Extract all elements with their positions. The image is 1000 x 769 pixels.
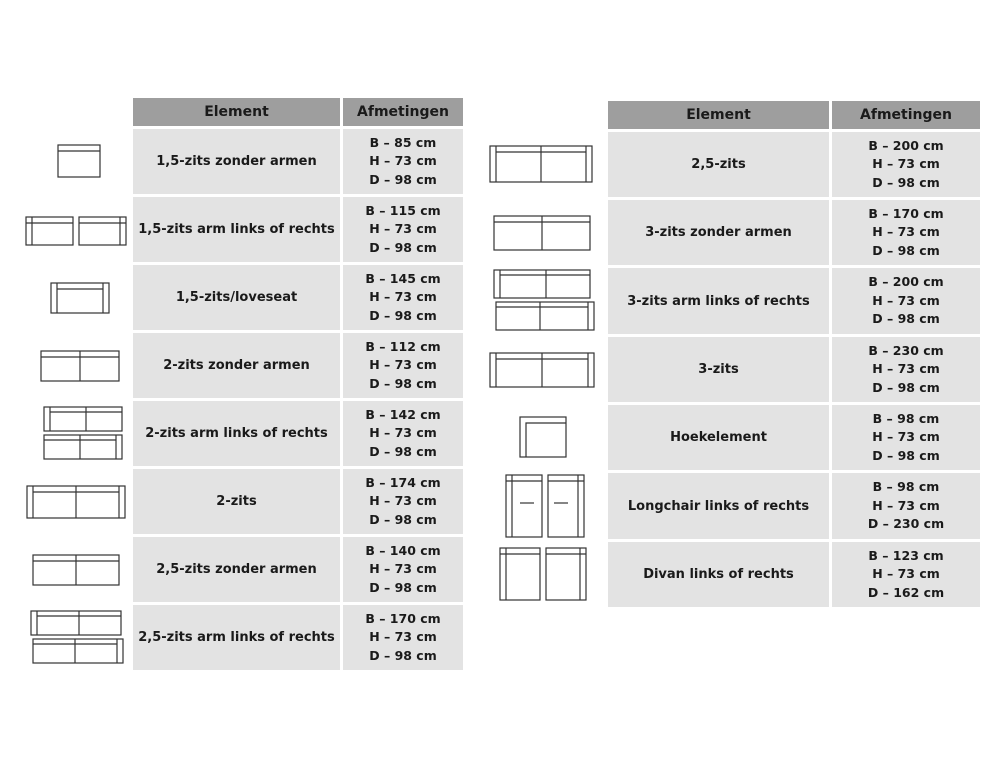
table-row	[478, 200, 980, 265]
element-dimensions: B – 98 cm H – 73 cm D – 230 cm	[832, 473, 980, 539]
element-name: Divan links of rechts	[608, 542, 832, 607]
sofa-3-icon	[488, 345, 598, 395]
element-dimensions: B – 85 cm H – 73 cm D – 98 cm	[343, 129, 463, 194]
table-row	[478, 268, 980, 334]
right-header-element: Element	[608, 101, 832, 129]
table-row	[18, 401, 463, 466]
sofa-3-no-arms-icon	[488, 208, 598, 258]
table-row	[18, 469, 463, 534]
table-row	[478, 542, 980, 607]
longchair-icon	[488, 473, 598, 539]
element-name: 3-zits	[608, 337, 832, 402]
left-header-dimensions: Afmetingen	[343, 98, 463, 126]
element-name: Hoekelement	[608, 405, 832, 470]
element-dimensions: B – 200 cm H – 73 cm D – 98 cm	[832, 132, 980, 197]
element-name: 3-zits zonder armen	[608, 200, 832, 265]
element-dimensions: B – 230 cm H – 73 cm D – 98 cm	[832, 337, 980, 402]
right-panel	[478, 98, 980, 610]
sofa-2-5-no-arms-icon	[21, 545, 131, 595]
element-dimensions: B – 112 cm H – 73 cm D – 98 cm	[343, 333, 463, 398]
left-dimensions-table	[18, 95, 463, 673]
element-dimensions: B – 200 cm H – 73 cm D – 98 cm	[832, 268, 980, 334]
sofa-1-5-arm-left-right-icon	[21, 205, 131, 255]
element-name: 2-zits zonder armen	[133, 333, 343, 398]
element-dimensions: B – 142 cm H – 73 cm D – 98 cm	[343, 401, 463, 466]
element-name: 2,5-zits zonder armen	[133, 537, 343, 602]
sofa-2-arm-left-right-icon	[26, 404, 126, 464]
element-name: 3-zits arm links of rechts	[608, 268, 832, 334]
element-name: Longchair links of rechts	[608, 473, 832, 539]
table-row	[18, 333, 463, 398]
right-dimensions-table	[478, 98, 980, 610]
table-row	[478, 405, 980, 470]
corner-element-icon	[488, 413, 598, 463]
element-name: 1,5-zits/loveseat	[133, 265, 343, 330]
element-dimensions: B – 123 cm H – 73 cm D – 162 cm	[832, 542, 980, 607]
sofa-2-icon	[21, 477, 131, 527]
table-row	[18, 129, 463, 194]
loveseat-icon	[26, 273, 126, 323]
element-name: 1,5-zits zonder armen	[133, 129, 343, 194]
left-panel	[18, 95, 463, 673]
element-name: 2,5-zits	[608, 132, 832, 197]
left-table-header	[18, 98, 463, 126]
sofa-2-no-arms-icon	[26, 341, 126, 391]
element-name: 2,5-zits arm links of rechts	[133, 605, 343, 670]
divan-icon	[488, 545, 598, 605]
element-name: 2-zits arm links of rechts	[133, 401, 343, 466]
table-row	[478, 473, 980, 539]
element-dimensions: B – 145 cm H – 73 cm D – 98 cm	[343, 265, 463, 330]
sofa-1-5-no-arms-icon	[26, 137, 126, 187]
right-header-dimensions: Afmetingen	[832, 101, 980, 129]
element-dimensions: B – 170 cm H – 73 cm D – 98 cm	[832, 200, 980, 265]
table-row	[478, 132, 980, 197]
table-row	[18, 265, 463, 330]
element-name: 1,5-zits arm links of rechts	[133, 197, 343, 262]
element-name: 2-zits	[133, 469, 343, 534]
table-row	[18, 605, 463, 670]
left-header-element: Element	[133, 98, 343, 126]
right-table-header	[478, 101, 980, 129]
table-row	[18, 197, 463, 262]
element-dimensions: B – 170 cm H – 73 cm D – 98 cm	[343, 605, 463, 670]
element-dimensions: B – 98 cm H – 73 cm D – 98 cm	[832, 405, 980, 470]
table-row	[478, 337, 980, 402]
sofa-2-5-icon	[488, 140, 598, 190]
element-dimensions: B – 115 cm H – 73 cm D – 98 cm	[343, 197, 463, 262]
table-row	[18, 537, 463, 602]
sofa-2-5-arm-left-right-icon	[21, 608, 131, 668]
sofa-3-arm-left-right-icon	[488, 268, 598, 334]
element-dimensions: B – 174 cm H – 73 cm D – 98 cm	[343, 469, 463, 534]
element-dimensions: B – 140 cm H – 73 cm D – 98 cm	[343, 537, 463, 602]
